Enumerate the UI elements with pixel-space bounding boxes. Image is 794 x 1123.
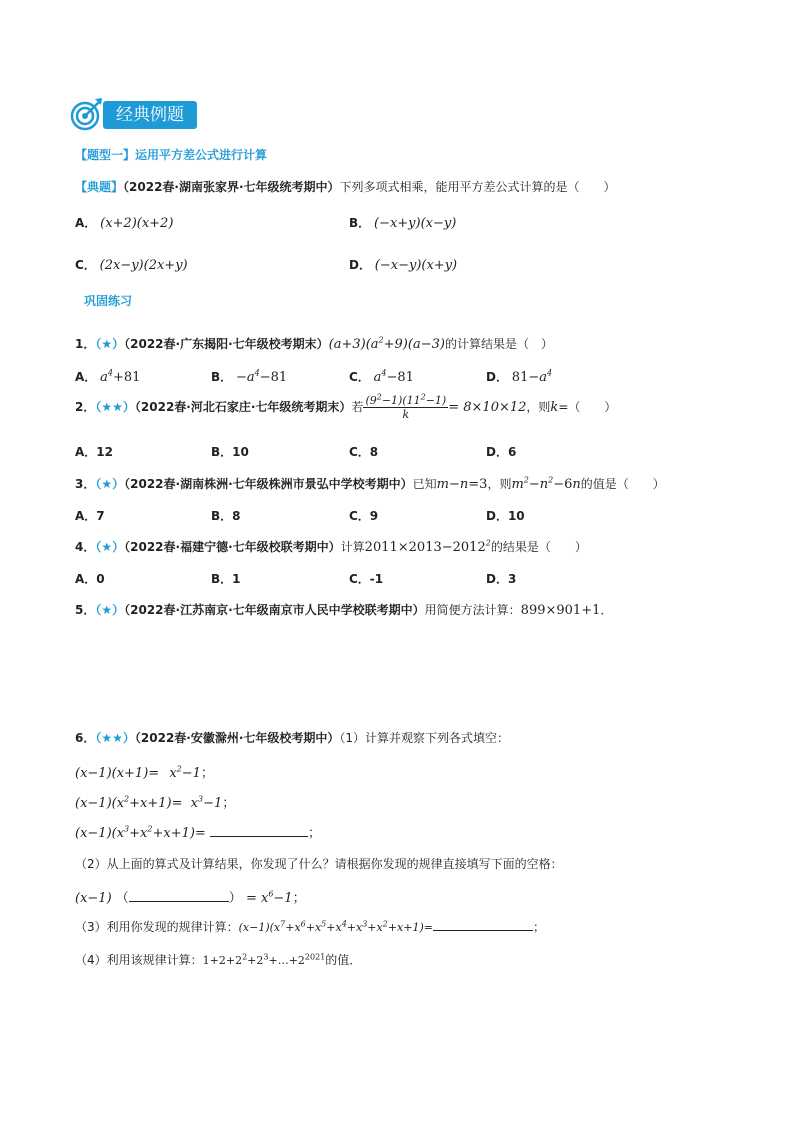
q6-line-3: $(x-1)(x^3+x^2+x+1)=$ ； <box>75 824 321 841</box>
q4-option-d: D．3 <box>486 572 517 586</box>
q3-option-d: D．10 <box>486 509 525 523</box>
q3-option-a: A．7 <box>75 509 105 523</box>
q3-option-b: B．8 <box>211 509 241 523</box>
example-option-a: A． (x+2)(x+2) <box>75 216 174 231</box>
q2-option-d: D．6 <box>486 445 517 459</box>
section-title: 【题型一】运用平方差公式进行计算 <box>75 148 268 162</box>
example-option-d: D． (−x−y)(x+y) <box>349 258 458 273</box>
q2-stars: （★★） <box>95 400 135 414</box>
q6-line-1: $(x-1)(x+1)= x^2-1$； <box>75 764 214 781</box>
question-6: 6．（★★）（2022春·安徽滁州·七年级校考期中）（1）计算并观察下列各式填空： <box>75 731 510 745</box>
question-4: 4．（★）（2022春·福建宁德·七年级校联考期中）计算$2011\times 2013-2012^2$的结果是（ ） <box>75 538 587 555</box>
q6-part-4: （4）利用该规律计算：$1+2+2^2+2^3+\dots+2^{2021}$的值． <box>75 952 362 967</box>
question-3: 3．（★）（2022春·湖南株洲·七年级株洲市景弘中学校考期中）已知m−n=3，则$m^2-n^2-6n$的值是（ ） <box>75 475 665 492</box>
q6-stars: （★★） <box>95 731 135 745</box>
example-tag: 【典题】 <box>75 180 124 194</box>
q2-option-a: A．12 <box>75 445 113 459</box>
q1-expression: $(a+3)(a^2+9)(a-3)$ <box>328 335 445 352</box>
section-header: 经典例题 <box>103 101 197 129</box>
q3-stars: （★） <box>95 477 125 491</box>
question-1: 1．（★）（2022春·广东揭阳·七年级校考期末）$(a+3)(a^2+9)(a-3)$的计算结果是（ ） <box>75 335 553 352</box>
q3-option-c: C．9 <box>349 509 379 523</box>
q1-option-c: C． $a^4-81$ <box>349 368 414 385</box>
q6-blank-3[interactable] <box>433 918 533 931</box>
q4-option-a: A．0 <box>75 572 105 586</box>
q2-option-c: C．8 <box>349 445 379 459</box>
q5-stars: （★） <box>95 603 125 617</box>
q2-option-b: B．10 <box>211 445 249 459</box>
q4-stars: （★） <box>95 540 125 554</box>
example-stem: 下列多项式相乘，能用平方差公式计算的是（ ） <box>339 180 616 194</box>
q6-part-3: （3）利用你发现的规律计算：$(x-1)(x^7+x^6+x^5+x^4+x^3+x^2+x+1)=$ ； <box>75 919 545 934</box>
example-question <box>75 178 616 195</box>
q1-option-b: B． $-a^4-81$ <box>211 368 288 385</box>
target-icon <box>68 96 104 132</box>
example-option-c: C． (2x−y)(2x+y) <box>75 258 188 273</box>
q4-option-c: C．-1 <box>349 572 384 586</box>
q1-stars: （★） <box>95 337 125 351</box>
example-source: （2022春·湖南张家界·七年级统考期中） <box>123 180 340 194</box>
q6-blank-2[interactable] <box>129 889 229 902</box>
practice-title: 巩固练习 <box>84 294 133 308</box>
q4-option-b: B．1 <box>211 572 241 586</box>
q6-line-4: (x−1) （ ） = $x^6-1$； <box>75 889 306 906</box>
q1-option-d: D． $81-a^4$ <box>486 368 553 385</box>
question-5: 5．（★）（2022春·江苏南京·七年级南京市人民中学校联考期中）用简便方法计算：899×901+1． <box>75 603 613 618</box>
q1-option-a: A． $a^4+81$ <box>75 368 141 385</box>
example-option-b: B． (−x+y)(x−y) <box>349 216 457 231</box>
q2-fraction: $\frac{(9^2-1)(11^2-1)}{k}$ <box>365 392 447 421</box>
q6-line-2: $(x-1)(x^2+x+1)= x^3-1$； <box>75 794 236 811</box>
q6-part-2: （2）从上面的算式及计算结果，你发现了什么？请根据你发现的规律直接填写下面的空格： <box>75 857 563 871</box>
question-2: 2．（★★）（2022春·河北石家庄·七年级统考期末）若 $\frac{(9^2-1)(11^2-1)}{k}$ = 8×10×12，则k=（ ） <box>75 392 617 421</box>
q6-blank-1[interactable] <box>210 824 308 837</box>
